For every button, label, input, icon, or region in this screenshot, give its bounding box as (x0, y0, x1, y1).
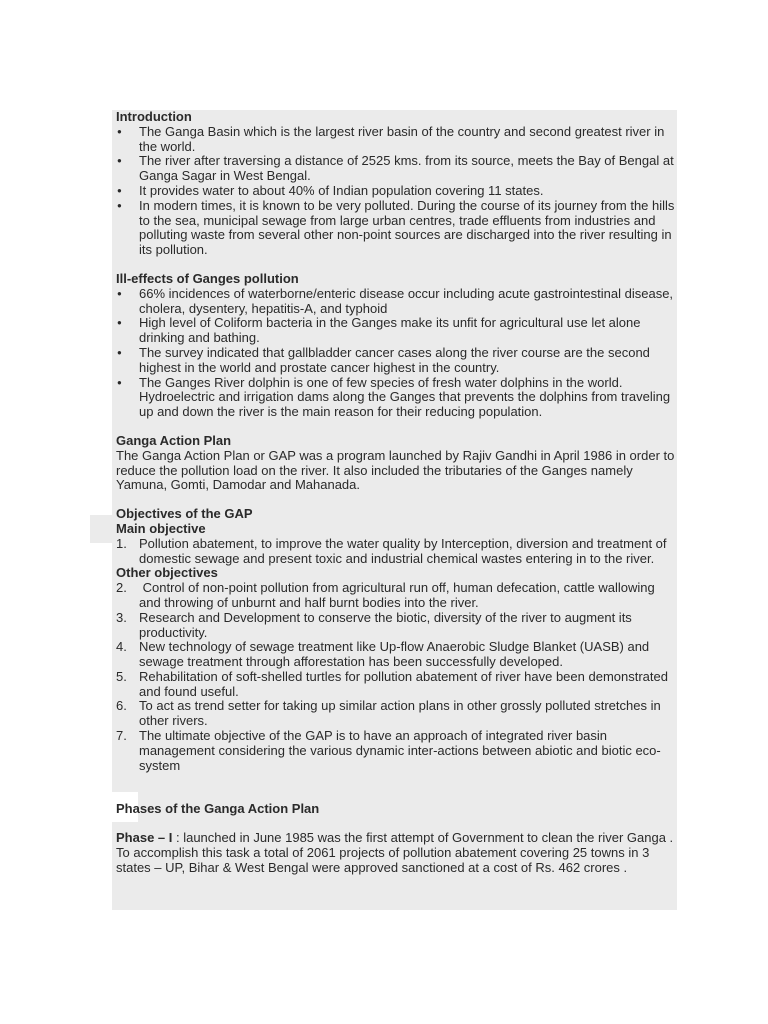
list-item-text: Rehabilitation of soft-shelled turtles for pollution abatement of river have been demonstrated and found useful. (139, 668, 668, 699)
section-heading-objectives: Objectives of the GAP (116, 506, 253, 522)
list-number: 1. (116, 535, 127, 551)
list-number: 4. (116, 639, 127, 655)
list-item (116, 537, 676, 567)
ganga-action-plan-paragraph: The Ganga Action Plan or GAP was a program launched by Rajiv Gandhi in April 1986 in order to reduce the pollution load on the river. It also included the tributaries of the Ganges namely Yamuna, Gomti, Damodar and Mahanada. (116, 447, 675, 493)
list-item (116, 729, 676, 773)
list-item: ● The Ganges River dolphin is one of few species of fresh water dolphins in the world. Hydroelectric and irrigation dams along the Ganges that prevents the dolphins from traveling up and down the river is the main reason for their reducing population. (116, 376, 676, 420)
introduction-bullet-list (116, 125, 676, 258)
list-item-text: New technology of sewage treatment like Up-flow Anaerobic Sludge Blanket (UASB) and sewage treatment through afforestation has been successfully developed. (139, 639, 650, 670)
list-number: 7. (116, 728, 127, 744)
subheading-main-objective: Main objective (116, 520, 206, 536)
list-item (116, 581, 676, 611)
list-item-text: The ultimate objective of the GAP is to have an approach of integrated river basin management considering the various dynamic inter-actions between abiotic and biotic eco-system (139, 728, 661, 773)
phase-one-text: : launched in June 1985 was the first attempt of Government to clean the river Ganga . To accomplish this task a total of 2061 projects of pollution abatement covering 25 towns in 3 states – UP, Bihar & West Bengal were approved sanctioned at a cost of Rs. 462 crores . (116, 830, 677, 875)
document-body (116, 110, 676, 876)
list-item: ● The river after traversing a distance of 2525 kms. from its source, meets the Bay of Bengal at Ganga Sagar in West Bengal. (116, 154, 676, 184)
list-number: 2. (116, 580, 127, 596)
list-item: ● In modern times, it is known to be very polluted. During the course of its journey from the hills to the sea, municipal sewage from large urban centres, trade effluents from industries and polluting waste from several other non-point sources are discharged into the river resulting in its pollution. (116, 199, 676, 258)
list-item: ● The survey indicated that gallbladder cancer cases along the river course are the second highest in the world and prostate cancer highest in the country. (116, 346, 676, 376)
list-item: ● The Ganga Basin which is the largest river basin of the country and second greatest river in the world. (116, 125, 676, 155)
phase-one-paragraph (116, 831, 676, 875)
list-item: ● It provides water to about 40% of Indian population covering 11 states. (116, 184, 676, 199)
section-heading-ganga-action-plan: Ganga Action Plan (116, 432, 232, 448)
list-item (116, 699, 676, 729)
list-item-text: Control of non-point pollution from agricultural run off, human defecation, cattle wallowing and throwing of unburnt and half burnt bodies into the river. (139, 580, 659, 610)
phase-one-label: Phase – I (116, 830, 173, 846)
page-margin-artifact (90, 515, 114, 543)
list-item-text: Research and Development to conserve the biotic, diversity of the river to augment its productivity. (139, 609, 632, 640)
list-item (116, 670, 676, 700)
section-heading-phases: Phases of the Ganga Action Plan (116, 801, 320, 817)
other-objectives-list (116, 581, 676, 773)
list-number: 3. (116, 609, 127, 625)
list-number: 5. (116, 668, 127, 684)
section-heading-ill-effects: Ill-effects of Ganges pollution (116, 270, 299, 286)
list-item (116, 640, 676, 670)
list-item: ● 66% incidences of waterborne/enteric disease occur including acute gastrointestinal disease, cholera, dysentery, hepatitis-A, and typhoid (116, 287, 676, 317)
section-heading-introduction: Introduction (116, 109, 192, 124)
main-objective-list (116, 537, 676, 567)
list-item-text: Pollution abatement, to improve the water quality by Interception, diversion and treatment of domestic sewage and present toxic and industrial chemical wastes entering in to the river. (139, 535, 667, 566)
ill-effects-bullet-list (116, 287, 676, 420)
list-number: 6. (116, 698, 127, 714)
subheading-other-objectives: Other objectives (116, 565, 218, 581)
list-item (116, 611, 676, 641)
list-item-text: To act as trend setter for taking up similar action plans in other grossly polluted stretches in other rivers. (139, 698, 661, 729)
list-item: ● High level of Coliform bacteria in the Ganges make its unfit for agricultural use let alone drinking and bathing. (116, 316, 676, 346)
